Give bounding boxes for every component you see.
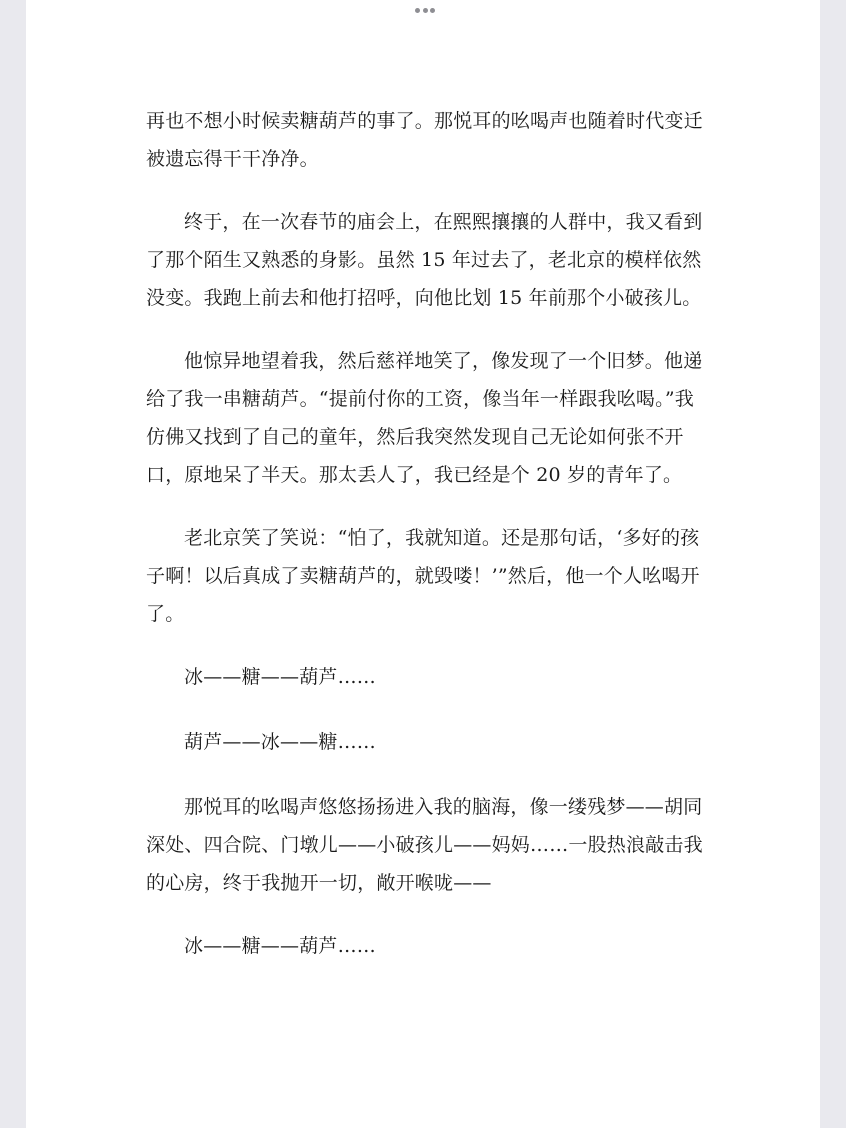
paragraph-7: 那悦耳的吆喝声悠悠扬扬进入我的脑海，像一缕残梦——胡同深处、四合院、门墩儿——小破孩儿——妈妈……一股热浪敲击我的心房，终于我抛开一切，敞开喉咙—— [146, 796, 703, 894]
dot [415, 8, 420, 13]
document-body [146, 102, 708, 992]
paragraph-2: 终于，在一次春节的庙会上，在熙熙攘攘的人群中，我又看到了那个陌生又熟悉的身影。虽然 15 年过去了，老北京的模样依然没变。我跑上前去和他打招呼，向他比划 15 年前那个小破孩儿。 [146, 211, 703, 309]
paragraph-4: 老北京笑了笑说：“怕了，我就知道。还是那句话，‘多好的孩子啊！以后真成了卖糖葫芦的，就毁喽！’”然后，他一个人吆喝开了。 [146, 527, 700, 625]
paragraph-6: 葫芦——冰——糖…… [184, 731, 377, 753]
dot [430, 8, 435, 13]
paragraph-1: 再也不想小时候卖糖葫芦的事了。那悦耳的吆喝声也随着时代变迁被遗忘得干干净净。 [146, 110, 703, 170]
more-options-icon[interactable] [415, 6, 435, 14]
paragraph-5: 冰——糖——葫芦…… [184, 666, 377, 688]
document-page [26, 0, 820, 1128]
dot [423, 8, 428, 13]
paragraph-8: 冰——糖——葫芦…… [184, 935, 377, 957]
paragraph-3: 他惊异地望着我，然后慈祥地笑了，像发现了一个旧梦。他递给了我一串糖葫芦。“提前付你的工资，像当年一样跟我吆喝。”我仿佛又找到了自己的童年，然后我突然发现自己无论如何张不开口，原地呆了半天。那太丢人了，我已经是个 20 岁的青年了。 [146, 350, 703, 486]
